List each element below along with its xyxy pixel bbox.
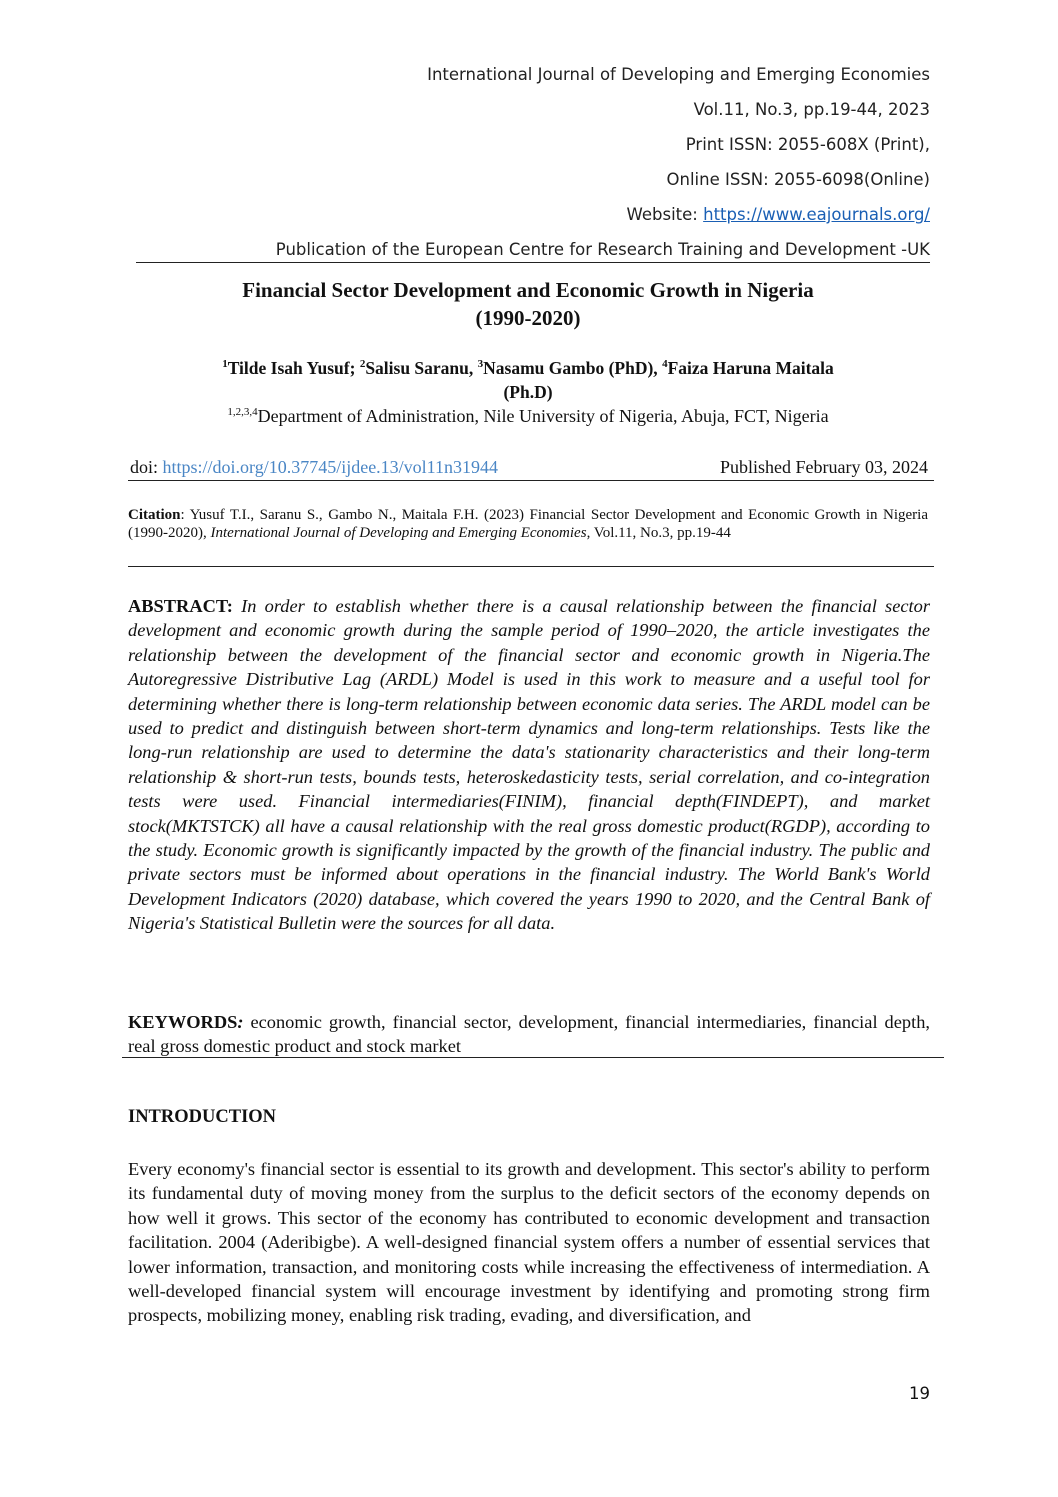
print-issn: Print ISSN: 2055-608X (Print), xyxy=(685,135,930,154)
author-1: Tilde Isah Yusuf; xyxy=(227,358,360,378)
doi-link[interactable]: https://doi.org/10.37745/ijdee.13/vol11n31944 xyxy=(162,457,499,477)
citation-volume: , Vol.11, No.3, pp.19-44 xyxy=(586,525,731,541)
introduction-paragraph: Every economy's financial sector is essential to its growth and development. This sector's ability to perform its fundamental duty of moving money from the surplus to the deficit sectors of the economy depends on how well it grows. This sector of the economy has contributed to economic development and transaction facilitation. 2004 (Aderibigbe). A well-designed financial system offers a number of essential services that lower information, transaction, and monitoring costs while increasing the effectiveness of intermediation. A well-developed financial system will encourage investment by identifying and promoting strong firm prospects, mobilizing money, enabling risk trading, evading, and diversification, and xyxy=(128,1159,930,1326)
citation-divider xyxy=(128,566,934,567)
author-4: Faiza Haruna Maitala xyxy=(667,358,834,378)
citation-journal: International Journal of Developing and Emerging Economies xyxy=(210,525,587,541)
author-3: Nasamu Gambo (PhD), xyxy=(483,358,663,378)
keywords-divider xyxy=(122,1057,944,1058)
paper-title xyxy=(128,276,928,332)
citation-text: : Yusuf T.I., Saranu S., Gambo N., Maitala F.H. (2023) Financial Sector Development and Economic Growth in Nigeria (1990-2020), xyxy=(128,507,928,541)
keywords-label: KEYWORDS xyxy=(128,1012,238,1032)
introduction-heading: INTRODUCTION xyxy=(128,1107,277,1127)
volume-info: Vol.11, No.3, pp.19-44, 2023 xyxy=(693,100,930,119)
website-link[interactable]: https://www.eajournals.org/ xyxy=(703,205,930,224)
online-issn: Online ISSN: 2055-6098(Online) xyxy=(666,170,930,189)
author-2: Salisu Saranu, xyxy=(365,358,478,378)
header-divider xyxy=(136,262,930,263)
website-label: Website: xyxy=(626,205,704,224)
citation-block xyxy=(128,506,928,542)
published-date: Published February 03, 2024 xyxy=(720,457,928,477)
publisher-line: Publication of the European Centre for Research Training and Development -UK xyxy=(275,240,930,259)
doi-line xyxy=(130,457,498,478)
abstract-block xyxy=(128,594,930,936)
keywords-block: KEYWORDS: economic growth, financial sector, development, financial intermediaries, financial depth, real gross domestic product and stock market xyxy=(128,1012,930,1056)
affiliation xyxy=(128,406,928,427)
author-list xyxy=(128,356,928,404)
citation-label: Citation xyxy=(128,507,181,523)
website-line xyxy=(627,205,930,224)
journal-name: International Journal of Developing and Emerging Economies xyxy=(427,65,930,84)
abstract-text: In order to establish whether there is a causal relationship between the financial sector development and economic growth during the sample period of 1990–2020, the article investigates the relationship between the development of the financial sector and economic growth in Nigeria.The Autoregressive Distributive Lag (ARDL) Model is used in this work to measure and a useful tool for determining whether there is long-term relationship between economic data series. The ARDL model can be used to predict and distinguish between short-term dynamics and long-term relationships. Tests like the long-run relationship are used to determine the data's stationarity characteristics and their long-term relationship & short-run tests, bounds tests, heteroskedasticity tests, serial correlation, and co-integration tests were used. Financial intermediaries(FINIM), financial depth(FINDEPT), and market stock(MKTSTCK) all have a causal relationship with the real gross domestic product(RGDP), according to the study. Economic growth is significantly impacted by the growth of the financial industry. The public and private sectors must be informed about operations in the financial industry. The World Bank's World Development Indicators (2020) database, which covered the years 1990 to 2020, and the Central Bank of Nigeria's Statistical Bulletin were the sources for all data. xyxy=(128,596,930,934)
doi-label: doi: xyxy=(130,457,163,477)
affiliation-text: Department of Administration, Nile University of Nigeria, Abuja, FCT, Nigeria xyxy=(257,406,829,426)
author-line-2: (Ph.D) xyxy=(503,382,553,402)
keywords-text: economic growth, financial sector, development, financial intermediaries, financial depth, real gross domestic product and stock market xyxy=(128,1012,930,1056)
page-number: 19 xyxy=(909,1384,930,1403)
author-line-1: $^1$Tilde Isah Yusuf; $^2$Salisu Saranu, $^3$Nasamu Gambo (PhD), $^4$Faiza Haruna Maitala xyxy=(222,358,834,378)
title-line-1: Financial Sector Development and Economic Growth in Nigeria xyxy=(242,278,814,302)
abstract-label: ABSTRACT: xyxy=(128,596,233,616)
title-line-2: (1990-2020) xyxy=(475,306,581,330)
doi-divider xyxy=(128,480,934,481)
affiliation-numbers: 1,2,3,4 xyxy=(227,406,258,418)
